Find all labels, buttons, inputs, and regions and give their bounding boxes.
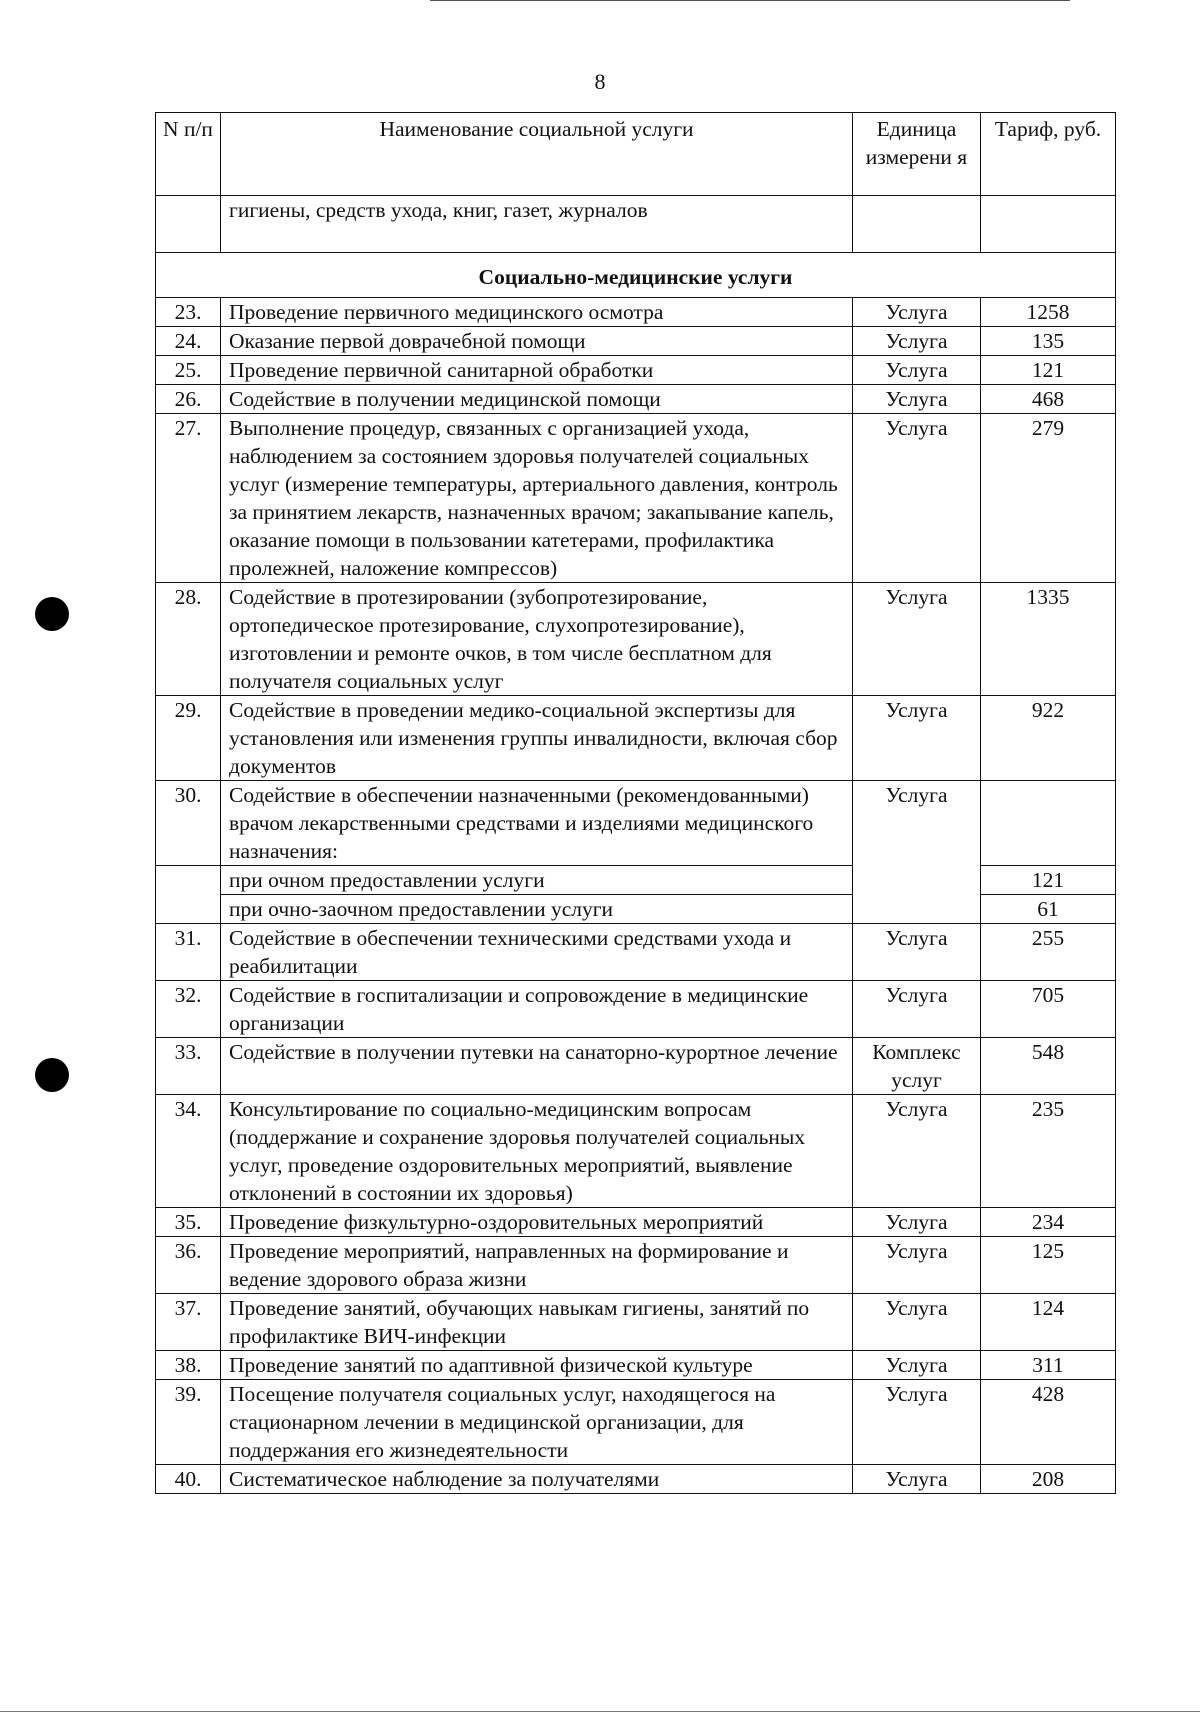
row-unit: Услуга [853, 1237, 981, 1294]
row-num: 34. [156, 1095, 221, 1208]
sub-row-tariff: 61 [981, 895, 1116, 924]
header-unit: Единица измерени я [853, 113, 981, 196]
row-name: Содействие в получении медицинской помощи [221, 385, 853, 414]
row-num: 25. [156, 356, 221, 385]
table-row [156, 414, 1116, 583]
row-tariff: 255 [981, 924, 1116, 981]
table-header-row [156, 113, 1116, 196]
continuation-tariff-cell [981, 196, 1116, 253]
table-row [156, 1351, 1116, 1380]
table-row [156, 1380, 1116, 1465]
table-row [156, 327, 1116, 356]
row-tariff: 922 [981, 696, 1116, 781]
continuation-unit-cell [853, 196, 981, 253]
continuation-text: гигиены, средств ухода, книг, газет, журналов [221, 196, 853, 253]
row-num: 27. [156, 414, 221, 583]
row-tariff: 468 [981, 385, 1116, 414]
page-number: 8 [594, 69, 606, 94]
row-tariff: 234 [981, 1208, 1116, 1237]
row-name: Проведение занятий по адаптивной физической культуре [221, 1351, 853, 1380]
row-name: Содействие в протезировании (зубопротезирование, ортопедическое протезирование, слухопротезирование), изготовлении и ремонте очков, в том числе бесплатном для получателя социальных услуг [221, 583, 853, 696]
row-unit: Услуга [853, 1095, 981, 1208]
row-tariff: 124 [981, 1294, 1116, 1351]
row-name: Содействие в обеспечении назначенными (рекомендованными) врачом лекарственными средствами и изделиями медицинского назначения: [221, 781, 853, 866]
row-num: 24. [156, 327, 221, 356]
punch-hole-mark [35, 597, 69, 631]
row-num: 33. [156, 1038, 221, 1095]
row-unit: Услуга [853, 1294, 981, 1351]
continuation-row [156, 196, 1116, 253]
row-num: 37. [156, 1294, 221, 1351]
table-row [156, 924, 1116, 981]
table-row [156, 583, 1116, 696]
row-tariff: 1335 [981, 583, 1116, 696]
row-name: Содействие в проведении медико-социальной экспертизы для установления или изменения группы инвалидности, включая сбор документов [221, 696, 853, 781]
row-name: Содействие в госпитализации и сопровождение в медицинские организации [221, 981, 853, 1038]
row-num: 26. [156, 385, 221, 414]
row-tariff: 235 [981, 1095, 1116, 1208]
sub-row-num-cell [156, 866, 221, 924]
row-unit: Услуга [853, 981, 981, 1038]
row-unit: Услуга [853, 781, 981, 924]
row-unit: Услуга [853, 1465, 981, 1494]
row-tariff: 135 [981, 327, 1116, 356]
row-num: 35. [156, 1208, 221, 1237]
row-name: Проведение занятий, обучающих навыкам гигиены, занятий по профилактике ВИЧ-инфекции [221, 1294, 853, 1351]
row-num: 36. [156, 1237, 221, 1294]
table-row [156, 1208, 1116, 1237]
punch-hole-mark [35, 1058, 69, 1092]
row-num: 31. [156, 924, 221, 981]
row-name: Проведение физкультурно-оздоровительных мероприятий [221, 1208, 853, 1237]
row-tariff: 1258 [981, 298, 1116, 327]
table-row [156, 385, 1116, 414]
row-unit: Услуга [853, 583, 981, 696]
row-num: 32. [156, 981, 221, 1038]
row-name: Проведение первичного медицинского осмотра [221, 298, 853, 327]
row-tariff: 548 [981, 1038, 1116, 1095]
section-row [156, 253, 1116, 298]
row-tariff-empty [981, 781, 1116, 866]
row-unit: Комплекс услуг [853, 1038, 981, 1095]
row-name: Содействие в обеспечении техническими средствами ухода и реабилитации [221, 924, 853, 981]
row-tariff: 208 [981, 1465, 1116, 1494]
row-num: 30. [156, 781, 221, 866]
table-row [156, 1237, 1116, 1294]
table-row [156, 1038, 1116, 1095]
sub-row-name: при очном предоставлении услуги [221, 866, 853, 895]
table-row [156, 356, 1116, 385]
row-unit: Услуга [853, 414, 981, 583]
sub-row-tariff: 121 [981, 866, 1116, 895]
row-name: Посещение получателя социальных услуг, находящегося на стационарном лечении в медицинской организации, для поддержания его жизнедеятельности [221, 1380, 853, 1465]
row-name: Систематическое наблюдение за получателями [221, 1465, 853, 1494]
row-num: 28. [156, 583, 221, 696]
section-title: Социально-медицинские услуги [156, 253, 1116, 298]
sub-row-name: при очно-заочном предоставлении услуги [221, 895, 853, 924]
table-row [156, 298, 1116, 327]
row-unit: Услуга [853, 327, 981, 356]
row-tariff: 121 [981, 356, 1116, 385]
row-unit: Услуга [853, 1380, 981, 1465]
row-name: Выполнение процедур, связанных с организацией ухода, наблюдением за состоянием здоровья получателей социальных услуг (измерение температуры, артериального давления, контроль за принятием лекарств, назначенных врачом; закапывание капель, оказание помощи в пользовании катетерами, профилактика пролежней, наложение компрессов) [221, 414, 853, 583]
row-name: Консультирование по социально-медицинским вопросам (поддержание и сохранение здоровья получателей социальных услуг, проведение оздоровительных мероприятий, выявление отклонений в состоянии их здоровья) [221, 1095, 853, 1208]
table-row [156, 981, 1116, 1038]
row-unit: Услуга [853, 1351, 981, 1380]
table-row [156, 781, 1116, 866]
row-tariff: 428 [981, 1380, 1116, 1465]
row-unit: Услуга [853, 298, 981, 327]
header-name: Наименование социальной услуги [221, 113, 853, 196]
row-tariff: 705 [981, 981, 1116, 1038]
row-unit: Услуга [853, 696, 981, 781]
row-name: Проведение мероприятий, направленных на формирование и ведение здорового образа жизни [221, 1237, 853, 1294]
row-name: Проведение первичной санитарной обработки [221, 356, 853, 385]
row-tariff: 125 [981, 1237, 1116, 1294]
row-name: Оказание первой доврачебной помощи [221, 327, 853, 356]
row-unit: Услуга [853, 356, 981, 385]
header-tariff: Тариф, руб. [981, 113, 1116, 196]
services-tariff-table [155, 112, 1116, 1494]
row-unit: Услуга [853, 385, 981, 414]
row-num: 29. [156, 696, 221, 781]
row-unit: Услуга [853, 1208, 981, 1237]
row-tariff: 311 [981, 1351, 1116, 1380]
table-row [156, 1465, 1116, 1494]
table-row [156, 1294, 1116, 1351]
row-unit: Услуга [853, 924, 981, 981]
header-num: N п/п [156, 113, 221, 196]
row-name: Содействие в получении путевки на санаторно-курортное лечение [221, 1038, 853, 1095]
row-num: 23. [156, 298, 221, 327]
continuation-num-cell [156, 196, 221, 253]
bottom-edge-rule [0, 1711, 1200, 1712]
table-row [156, 696, 1116, 781]
row-tariff: 279 [981, 414, 1116, 583]
row-num: 38. [156, 1351, 221, 1380]
top-edge-rule [430, 0, 1070, 1]
table-row [156, 1095, 1116, 1208]
row-num: 39. [156, 1380, 221, 1465]
row-num: 40. [156, 1465, 221, 1494]
